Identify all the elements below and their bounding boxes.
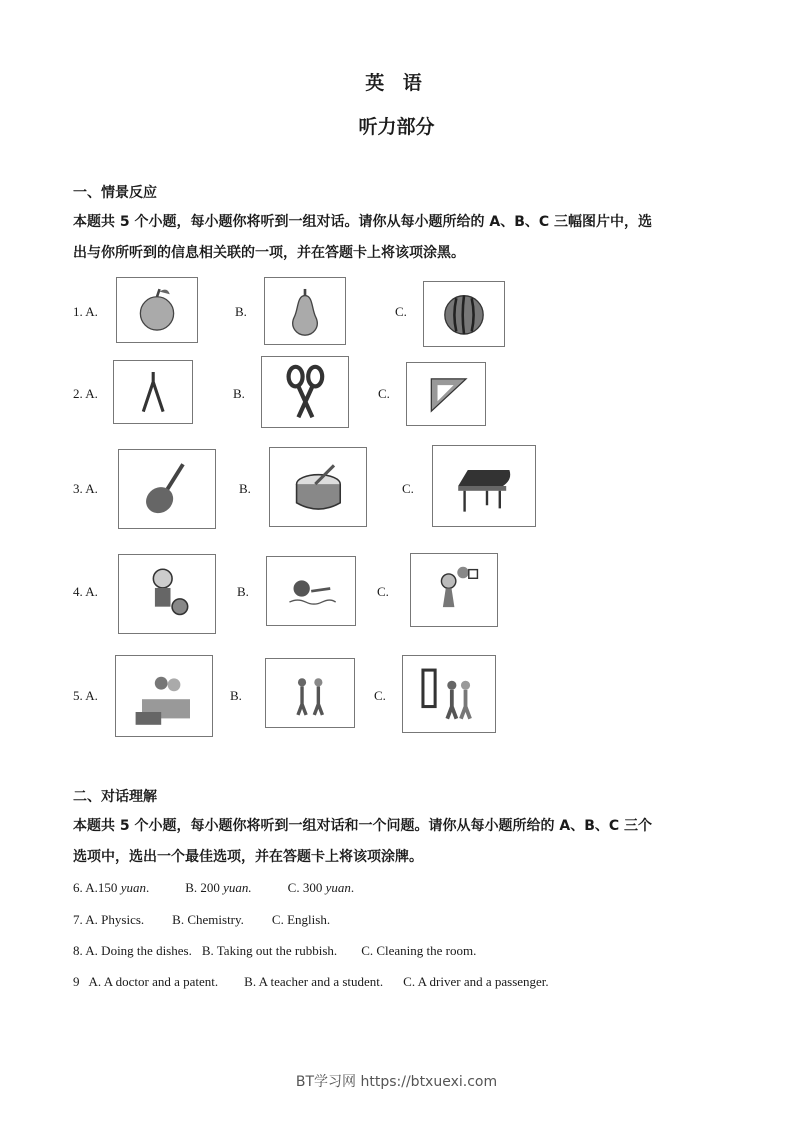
- section1-heading: 一、情景反应: [73, 185, 157, 201]
- set-square-image[interactable]: [406, 362, 486, 426]
- drum-icon: [280, 456, 357, 518]
- option-c: C. English.: [271, 912, 331, 927]
- option-b-label: B.: [235, 304, 247, 319]
- question-number: 8.: [73, 943, 83, 958]
- question-number: 7.: [73, 912, 83, 927]
- section2-heading: 二、对话理解: [73, 789, 157, 805]
- walking-scene-image[interactable]: [265, 658, 355, 728]
- question-number: 6.: [73, 880, 83, 895]
- set-square-icon: [415, 369, 477, 419]
- option-c-label: C.: [395, 304, 407, 319]
- piano-image[interactable]: [432, 445, 536, 527]
- gallery-scene-image[interactable]: [402, 655, 496, 733]
- option-b-label: B.: [239, 481, 251, 496]
- option-a: A.150: [85, 880, 121, 895]
- football-image[interactable]: [118, 554, 216, 634]
- piano-icon: [443, 454, 525, 518]
- option-c: C. Cleaning the room.: [361, 943, 477, 958]
- option-a: A. A doctor and a patent.: [88, 974, 219, 989]
- watermelon-icon: [432, 288, 496, 339]
- question-label: 5. A.: [73, 688, 98, 703]
- instruction-line: 本题共 5 个小题，每小题你将听到一组对话和一个问题。请你从每小题所给的 A、B、C 三个: [73, 818, 653, 834]
- option-c-label: C.: [378, 386, 390, 401]
- question-4: [73, 550, 733, 630]
- option-b-label: B.: [230, 688, 242, 703]
- option-b: B. Taking out the rubbish.: [201, 943, 338, 958]
- option-b-label: B.: [237, 584, 249, 599]
- question-8: [73, 943, 476, 959]
- option-b-label: B.: [233, 386, 245, 401]
- guitar-image[interactable]: [118, 449, 216, 529]
- section1-instruction: [73, 207, 723, 269]
- option-b-unit: yuan.: [223, 880, 252, 895]
- sofa-scene-image[interactable]: [115, 655, 213, 737]
- option-a: A. Physics.: [85, 912, 145, 927]
- drum-image[interactable]: [269, 447, 367, 527]
- option-b: B. A teacher and a student.: [244, 974, 384, 989]
- question-number: 9: [73, 974, 80, 989]
- people-sofa-icon: [126, 664, 203, 728]
- question-label: 2. A.: [73, 386, 98, 401]
- option-b: B. 200: [185, 880, 224, 895]
- instruction-line: 本题共 5 个小题，每小题你将听到一组对话。请你从每小题所给的 A、B、C 三幅图片中，选: [73, 214, 653, 230]
- pear-image[interactable]: [264, 277, 346, 345]
- question-6: 6. A.150 yuan. B. 200 yuan. C. 300 yuan.: [73, 880, 355, 895]
- watermelon-image[interactable]: [423, 281, 505, 347]
- question-7: [73, 912, 330, 928]
- girl-basketball-icon: [420, 561, 489, 619]
- two-men-painting-icon: [412, 664, 486, 725]
- swimming-image[interactable]: [266, 556, 356, 626]
- option-c-label: C.: [402, 481, 414, 496]
- boy-football-icon: [129, 563, 206, 625]
- apple-icon: [125, 284, 189, 335]
- option-b: B. Chemistry.: [172, 912, 244, 927]
- question-label: 4. A.: [73, 584, 98, 599]
- section2-instruction: [73, 811, 723, 873]
- swimmer-icon: [276, 564, 346, 618]
- two-men-walking-icon: [275, 666, 345, 720]
- scissors-icon: [271, 364, 340, 420]
- question-2: [73, 355, 733, 435]
- instruction-line: 出与你所听到的信息相关联的一项，并在答题卡上将该项涂黑。: [73, 245, 465, 261]
- question-9: [73, 974, 549, 990]
- scissors-image[interactable]: [261, 356, 349, 428]
- option-c-label: C.: [374, 688, 386, 703]
- question-1: [73, 275, 733, 355]
- question-5: [73, 652, 733, 732]
- option-a-unit: yuan: [120, 880, 146, 895]
- compasses-icon: [122, 367, 184, 417]
- compasses-image[interactable]: [113, 360, 193, 424]
- option-c-label: C.: [377, 584, 389, 599]
- option-c-unit: yuan: [325, 880, 351, 895]
- option-a: A. Doing the dishes.: [85, 943, 192, 958]
- question-label: 1. A.: [73, 304, 98, 319]
- question-3: [73, 445, 733, 525]
- apple-image[interactable]: [116, 277, 198, 343]
- guitar-icon: [129, 458, 206, 520]
- page-subtitle: 听力部分: [358, 116, 435, 138]
- basketball-image[interactable]: [410, 553, 498, 627]
- question-label: 3. A.: [73, 481, 98, 496]
- pear-icon: [273, 285, 337, 338]
- option-c: C. 300: [287, 880, 326, 895]
- instruction-line: 选项中，选出一个最佳选项，并在答题卡上将该项涂牌。: [73, 849, 423, 865]
- option-c: C. A driver and a passenger.: [403, 974, 549, 989]
- watermark: BT学习网 https://btxuexi.com: [295, 1074, 498, 1090]
- page-title: 英 语: [365, 72, 428, 94]
